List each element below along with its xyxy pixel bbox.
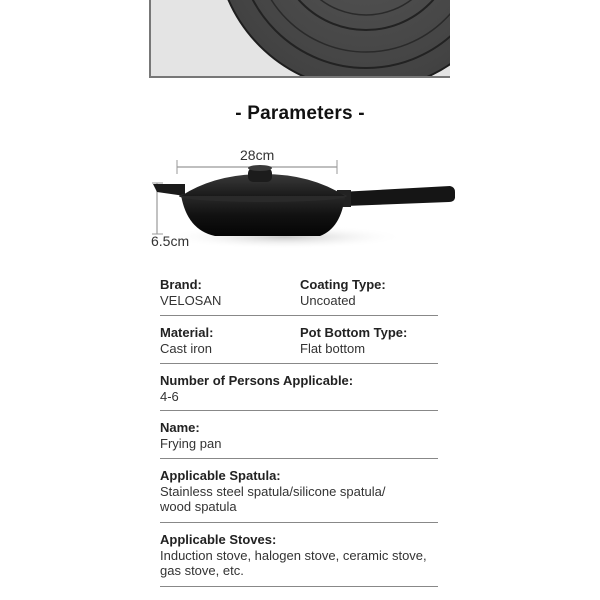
param-row-name: [160, 411, 438, 459]
param-brand: [160, 276, 300, 315]
param-material: [160, 324, 300, 363]
param-label: Brand:: [160, 277, 202, 292]
param-pot-bottom-type: [300, 324, 438, 363]
param-value: [160, 484, 438, 514]
param-row-persons: [160, 364, 438, 411]
pan-dimension-diagram: [145, 140, 465, 255]
param-label: Material:: [160, 325, 214, 340]
pan-surface-closeup-image: [149, 0, 450, 78]
param-label: Pot Bottom Type:: [300, 325, 408, 340]
param-value: Uncoated: [300, 293, 356, 308]
param-label: Number of Persons Applicable:: [160, 373, 354, 388]
param-coating-type: [300, 276, 438, 315]
param-value-line: Induction stove, halogen stove, ceramic stove,: [160, 548, 427, 563]
param-value-line: gas stove, etc.: [160, 563, 244, 578]
param-label: Applicable Stoves:: [160, 532, 277, 547]
width-dimension-label: 28cm: [240, 147, 275, 163]
section-title: - Parameters -: [235, 103, 365, 124]
param-row-spatula: [160, 459, 438, 523]
param-value: Frying pan: [160, 436, 222, 451]
param-row-stoves: [160, 523, 438, 587]
param-value: Flat bottom: [300, 341, 366, 356]
param-label: Coating Type:: [300, 277, 386, 292]
param-row-brand-coating: [160, 276, 438, 316]
param-value-line: wood spatula: [160, 499, 237, 514]
param-value: VELOSAN: [160, 293, 222, 308]
param-value: [160, 548, 438, 578]
param-value: Cast iron: [160, 341, 213, 356]
param-label: Applicable Spatula:: [160, 468, 281, 483]
parameters-list: [160, 276, 438, 587]
param-row-material-bottom: [160, 316, 438, 364]
param-value: 4-6: [160, 389, 179, 404]
frying-pan-illustration: [145, 140, 465, 255]
height-dimension-label: 6.5cm: [151, 233, 190, 249]
param-value-line: Stainless steel spatula/silicone spatula/: [160, 484, 386, 499]
param-label: Name:: [160, 420, 200, 435]
